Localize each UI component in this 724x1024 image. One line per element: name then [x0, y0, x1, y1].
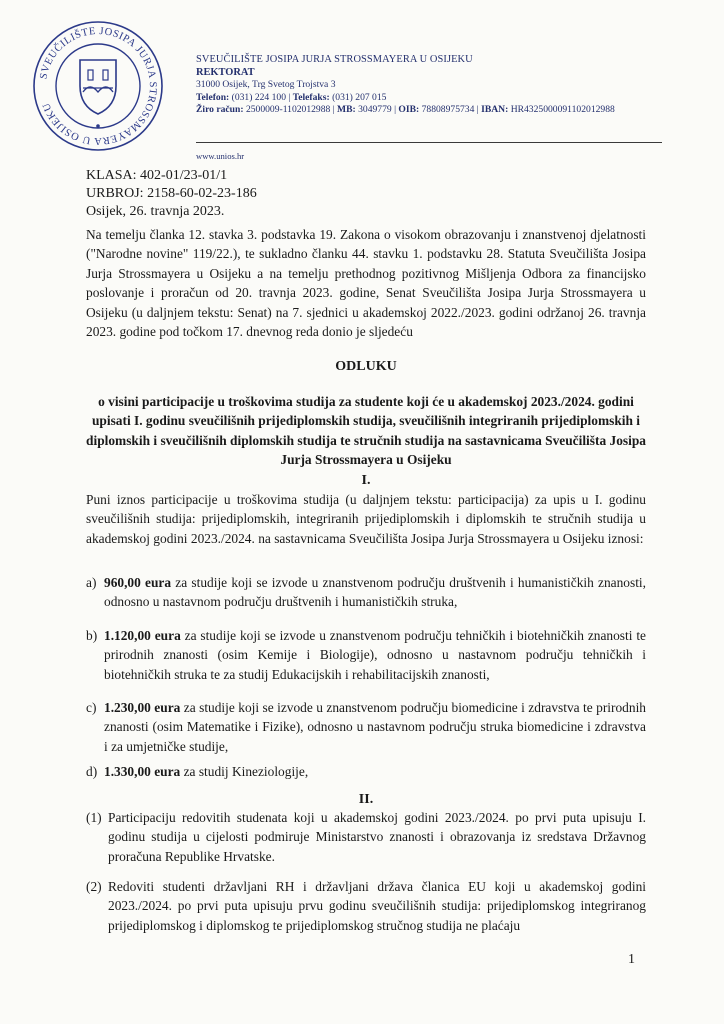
document-title: ODLUKU [335, 359, 397, 374]
section-1-paragraph: Puni iznos participacije u troškovima studija (u daljnjem tekstu: participacija) za upis u I. godinu sveučilišnih studija: prijediplomskih, integriranih prijediplomskih i diplomskih te stručnih studija u akademskoj godini 2023./2024. na sastavnicama Sveučilišta Josipa Jurja Strossmayera u Osijeku iznosi: [86, 492, 646, 546]
page-number: 1 [628, 952, 635, 967]
list-item-label: d) [86, 764, 98, 779]
list-item [86, 573, 646, 612]
list-item-amount: 960,00 eura [104, 575, 172, 590]
list-item [86, 626, 646, 684]
list-item-text: za studije koji se izvode u znanstvenom području tehničkih i biotehničkih znanosti te prirodnih znanosti (osim Kemije i Biologije), odnosno u nastavnom području tehničkih i biotehničkih struka te za studij Edukacijskih i rehabilitacijskih znanosti, [104, 628, 646, 682]
list-item [86, 762, 646, 781]
list-item-text: za studij Kineziologije, [180, 764, 309, 779]
list-item-label: b) [86, 628, 98, 643]
list-item-label: c) [86, 700, 97, 715]
seal-ring-text: SVEUČILIŠTE JOSIPA JURJA STROSSMAYERA U OSIJEKU [38, 25, 159, 147]
list-item-text: za studije koji se izvode u znanstvenom području biomedicine i zdravstva te prirodnih znanosti (osim Matematike i Fizike), odnosno u nastavnom području struka biomedicine i zdravstva i za umjetničke studije, [104, 700, 646, 754]
numbered-paragraph [86, 877, 646, 935]
numbered-paragraph [86, 808, 646, 866]
section-2-heading: II. [358, 792, 374, 807]
list-item-label: a) [86, 575, 97, 590]
document-subtitle: o visini participacije u troškovima studija za studente koji će u akademskoj 2023./2024. godini upisati I. godinu sveučilišnih prijediplomskih studija, sveučilišnih integriranih prijediplomskih i diplomskih i sveučilišnih diplomskih studija te stručnih studija na sastavnicama Sveučilišta Josipa Jurja Strossmayera u Osijeku [86, 394, 646, 468]
list-item-amount: 1.120,00 eura [104, 628, 181, 643]
letterhead-address: 31000 Osijek, Trg Svetog Trojstva 3 [196, 79, 336, 91]
letterhead-office: REKTORAT [196, 66, 255, 78]
list-item-amount: 1.230,00 eura [104, 700, 181, 715]
website-link[interactable]: www.unios.hr [196, 151, 245, 161]
letterhead-divider [196, 142, 662, 143]
klasa: KLASA: 402-01/23-01/1 [86, 168, 228, 183]
place-date: Osijek, 26. travnja 2023. [86, 204, 225, 219]
letterhead-contacts: Telefon: (031) 224 100 | Telefaks: (031) 207 015 [196, 91, 387, 103]
letterhead-bank: Žiro račun: 2500009-1102012988 | MB: 3049779 | OIB: 78808975734 | IBAN: HR4325000091102012988 [196, 104, 615, 116]
paragraph-text: Participaciju redovitih studenata koji u akademskoj godini 2023./2024. po prvi puta upisuju I. godinu studija u cijelosti podmiruje Ministarstvo znanosti i obrazovanja iz sredstava Državnog proračuna Republike Hrvatske. [108, 810, 646, 864]
list-item-text: za studije koji se izvode u znanstvenom području društvenih i humanističkih znanosti, odnosno u nastavnom području društvenih i humanističkih struka, [104, 575, 646, 610]
reference-block [86, 167, 257, 221]
letterhead-university: SVEUČILIŠTE JOSIPA JURJA STROSSMAYERA U OSIJEKU [196, 54, 473, 65]
section-1-heading: I. [361, 473, 371, 488]
letterhead [196, 54, 615, 117]
paragraph-number: (1) [86, 810, 102, 825]
intro-paragraph: Na temelju članka 12. stavka 3. podstavka 19. Zakona o visokom obrazovanju i znanstvenoj djelatnosti ("Narodne novine" 119/22.), te sukladno članku 44. stavku 1. podstavku 28. Statuta Sveučilišta Josipa Jurja Strossmayera u Osijeku a na temelju prethodnog pozitivnog Mišljenja Odbora za financijsko poslovanje i proračun od 20. travnja 2023. godine, Senat Sveučilišta Josipa Jurja Strossmayera u Osijeku (u daljnjem tekstu: Senat) na 7. sjednici u akademskoj 2022./2023. godini održanoj 26. travnja 2023. godine pod točkom 17. dnevnog reda donio je sljedeću [86, 227, 646, 340]
university-seal-icon [28, 16, 168, 156]
paragraph-number: (2) [86, 879, 102, 894]
paragraph-text: Redoviti studenti državljani RH i državljani država članica EU koji u akademskoj godini 2023./2024. po prvi puta upisuju prvu godinu sveučilišnih studija: prijediplomskog integriranog prijediplomskog i diplomskog te prijediplomskog stručnog studija ne plaćaju [108, 879, 646, 933]
list-item-amount: 1.330,00 eura [104, 764, 181, 779]
list-item [86, 698, 646, 756]
urbroj: URBROJ: 2158-60-02-23-186 [86, 186, 257, 201]
